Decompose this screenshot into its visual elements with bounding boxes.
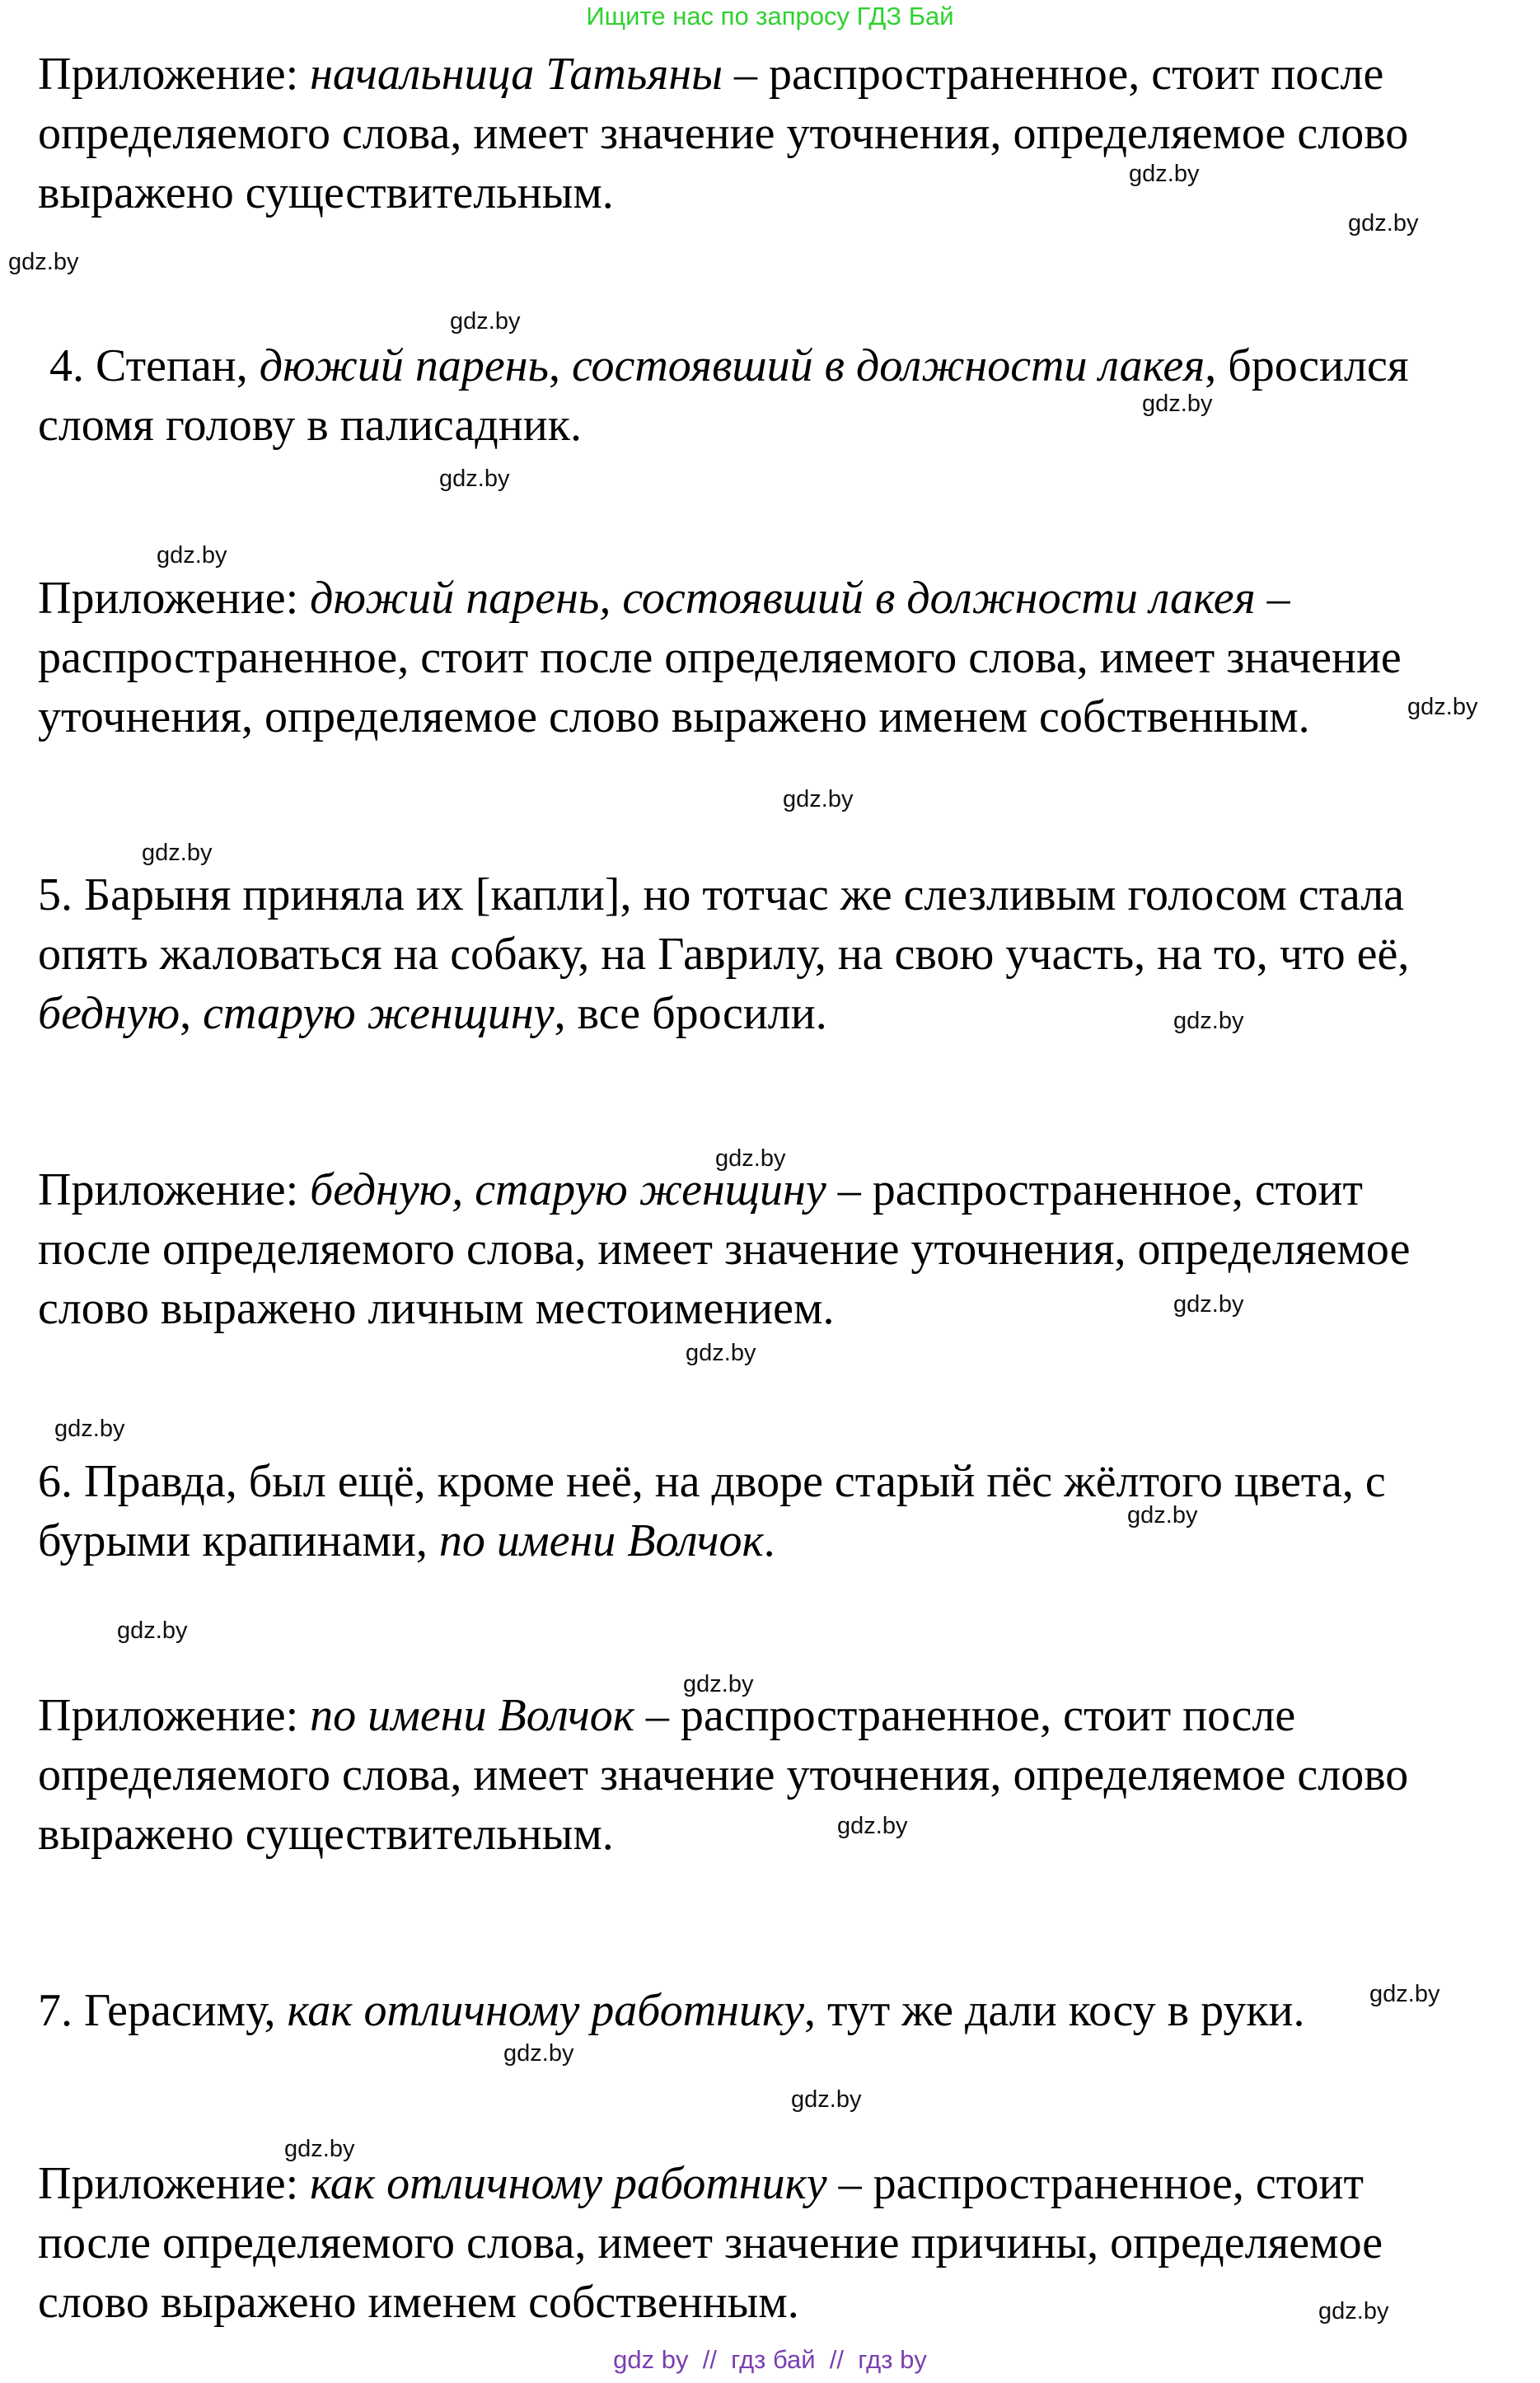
italic-appositive: как отличному работнику: [287, 1985, 804, 2036]
watermark: gdz.by: [142, 840, 213, 866]
text-run: слово выражено личным местоимением.: [38, 1283, 835, 1334]
footer-links[interactable]: gdz by // гдз бай // гдз by: [613, 2345, 927, 2374]
watermark: gdz.by: [1407, 694, 1478, 720]
italic-appositive: дюжий парень, состоявший в должности лакея: [310, 573, 1256, 624]
text-line: [38, 2213, 1521, 2273]
text-run: ,: [180, 988, 204, 1039]
text-run: сломя голову в палисадник.: [38, 400, 582, 451]
italic-appositive: дюжий парень: [259, 340, 550, 391]
text-line: [38, 569, 1521, 628]
text-line: [38, 865, 1521, 925]
text-line: [38, 104, 1521, 163]
appendix-6-paragraph: [38, 1686, 1521, 1864]
sentence-5-paragraph: [38, 865, 1521, 1043]
italic-appositive: по имени Волчок: [310, 1690, 634, 1741]
watermark: gdz.by: [284, 2136, 355, 2162]
text-run: , все бросили.: [554, 988, 827, 1039]
watermark: gdz.by: [1348, 210, 1419, 236]
text-line: [38, 984, 1521, 1043]
text-run: –: [1255, 573, 1290, 624]
appendix-3-paragraph: [38, 44, 1521, 222]
sentence-4-paragraph: [38, 336, 1521, 455]
text-run: – распространенное, стоит после: [723, 49, 1384, 100]
text-run: бурыми крапинами,: [38, 1515, 439, 1566]
text-run: после определяемого слова, имеет значение уточнения, определяемое: [38, 1224, 1411, 1275]
text-run: уточнения, определяемое слово выражено именем собственным.: [38, 691, 1310, 742]
text-run: – распространенное, стоит после: [634, 1690, 1296, 1741]
text-run: 6. Правда, был ещё, кроме неё, на дворе старый пёс жёлтого цвета, с: [38, 1456, 1386, 1507]
text-run: 5. Барыня приняла их [капли], но тотчас же слезливым голосом стала: [38, 869, 1405, 920]
text-run: Приложение:: [38, 573, 311, 624]
watermark: gdz.by: [157, 542, 227, 569]
watermark: gdz.by: [450, 308, 521, 335]
text-line: [38, 2273, 1521, 2332]
text-line: [38, 2154, 1521, 2213]
watermark: gdz.by: [683, 1671, 754, 1697]
text-line: [38, 925, 1521, 984]
watermark: gdz.by: [1173, 1291, 1244, 1318]
text-run: Приложение:: [38, 2158, 311, 2209]
appendix-5-paragraph: [38, 1160, 1521, 1338]
text-line: [38, 628, 1521, 687]
text-run: выражено существительным.: [38, 1809, 614, 1860]
text-line: [38, 1220, 1521, 1279]
watermark: gdz.by: [791, 2086, 862, 2113]
watermark: gdz.by: [1369, 1981, 1440, 2007]
italic-appositive: по имени Волчок: [438, 1515, 764, 1566]
text-run: .: [763, 1515, 775, 1566]
text-line: [38, 1745, 1521, 1805]
text-run: после определяемого слова, имеет значение причины, определяемое: [38, 2217, 1383, 2268]
italic-appositive: бедную, старую женщину: [310, 1164, 826, 1215]
text-run: – распространенное, стоит: [826, 1164, 1363, 1215]
text-run: определяемого слова, имеет значение уточнения, определяемое слово: [38, 108, 1409, 159]
sentence-7-paragraph: [38, 1981, 1521, 2040]
watermark: gdz.by: [117, 1618, 188, 1644]
text-line: [38, 396, 1521, 455]
watermark: gdz.by: [54, 1416, 125, 1442]
text-run: распространенное, стоит после определяемого слова, имеет значение: [38, 632, 1402, 683]
search-hint-link[interactable]: Ищите нас по запросу ГДЗ Бай: [586, 2, 954, 30]
text-run: , тут же дали косу в руки.: [804, 1985, 1305, 2036]
text-run: ,: [549, 340, 573, 391]
text-line: [38, 44, 1521, 104]
text-line: [38, 1981, 1521, 2040]
watermark: gdz.by: [1318, 2298, 1389, 2324]
text-run: 7. Герасиму,: [38, 1985, 288, 2036]
text-run: слово выражено именем собственным.: [38, 2277, 799, 2328]
text-line: [38, 1686, 1521, 1745]
text-run: 4. Степан,: [38, 340, 260, 391]
text-run: опять жаловаться на собаку, на Гаврилу, на свою участь, на то, что её,: [38, 929, 1410, 980]
italic-appositive: состоявший в должности лакея: [572, 340, 1205, 391]
text-line: [38, 163, 1521, 222]
text-run: – распространенное, стоит: [826, 2158, 1364, 2209]
text-run: Приложение:: [38, 1164, 311, 1215]
text-line: [38, 336, 1521, 396]
watermark: gdz.by: [503, 2040, 574, 2067]
appendix-4-paragraph: [38, 569, 1521, 747]
watermark: gdz.by: [1127, 1502, 1198, 1529]
text-run: выражено существительным.: [38, 167, 614, 218]
italic-appositive: как отличному работнику: [310, 2158, 827, 2209]
text-run: Приложение:: [38, 49, 311, 100]
watermark: gdz.by: [1129, 161, 1200, 187]
text-line: [38, 1452, 1521, 1511]
italic-appositive: бедную: [38, 988, 180, 1039]
watermark: gdz.by: [686, 1340, 756, 1366]
text-run: , бросился: [1205, 340, 1409, 391]
text-line: [38, 1279, 1521, 1338]
italic-appositive: старую женщину: [203, 988, 555, 1039]
text-run: определяемого слова, имеет значение уточнения, определяемое слово: [38, 1749, 1409, 1800]
watermark: gdz.by: [783, 786, 854, 812]
sentence-6-paragraph: [38, 1452, 1521, 1571]
watermark: gdz.by: [837, 1813, 908, 1839]
watermark: gdz.by: [715, 1145, 786, 1172]
text-line: [38, 1511, 1521, 1571]
appendix-7-paragraph: [38, 2154, 1521, 2332]
text-line: [38, 687, 1521, 747]
watermark: gdz.by: [1142, 391, 1213, 417]
watermark: gdz.by: [1173, 1008, 1244, 1034]
text-run: Приложение:: [38, 1690, 311, 1741]
watermark: gdz.by: [8, 249, 79, 275]
italic-appositive: начальница Татьяны: [310, 49, 723, 100]
watermark: gdz.by: [439, 466, 510, 492]
text-line: [38, 1805, 1521, 1864]
